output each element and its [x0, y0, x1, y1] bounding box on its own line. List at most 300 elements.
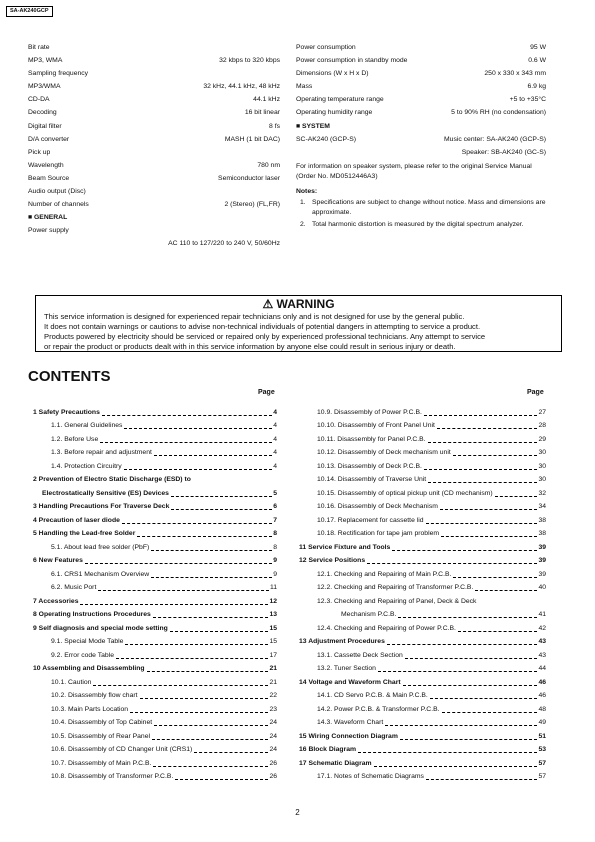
power-supply-label: Power supply [28, 227, 69, 235]
toc-entry[interactable] [299, 661, 546, 675]
toc-entry-page: 4 [273, 422, 277, 429]
toc-entry[interactable] [299, 742, 546, 756]
toc-entry-title: 13.2. Tuner Section [317, 665, 376, 672]
toc-leader [98, 590, 269, 591]
toc-entry[interactable] [33, 445, 277, 459]
toc-entry-page: 39 [538, 557, 546, 564]
toc-entry[interactable] [33, 539, 277, 553]
spec-label: Power consumption in standby mode [296, 57, 408, 65]
specs-right [296, 44, 546, 232]
toc-entry-title: 2 Prevention of Electro Static Discharge (ESD) to [33, 476, 191, 483]
toc-entry[interactable] [299, 472, 546, 486]
toc-entry[interactable] [33, 472, 277, 486]
toc-entry[interactable] [299, 404, 546, 418]
toc-entry-title: 10.14. Disassembly of Traverse Unit [317, 476, 427, 483]
toc-entry-title: 16 Block Diagram [299, 746, 357, 753]
toc-entry-page: 51 [538, 732, 546, 740]
toc-entry[interactable] [33, 769, 277, 783]
toc-entry-page: 15 [269, 624, 277, 632]
toc-entry-title: Mechanism P.C.B. [341, 611, 397, 618]
toc-entry-page: 9 [273, 557, 277, 564]
warning-body [36, 312, 561, 352]
toc-leader [378, 671, 537, 672]
toc-entry-title: 12.1. Checking and Repairing of Main P.C.B. [317, 570, 452, 578]
toc-entry[interactable] [33, 566, 277, 580]
toc-entry-title: 1.4. Protection Circuitry [51, 462, 122, 470]
toc-entry-title: 7 Accessories [33, 597, 79, 605]
spec-label: Number of channels [28, 201, 89, 209]
toc-entry[interactable] [33, 607, 277, 621]
toc-entry-title: 10.1. Caution [51, 678, 92, 686]
toc-entry[interactable] [33, 715, 277, 729]
toc-entry-title: 1 Safety Precautions [33, 408, 100, 416]
toc-entry-page: 30 [538, 476, 546, 483]
model-label: SA-AK240GCP [6, 6, 53, 17]
toc-entry[interactable] [299, 580, 546, 594]
toc-entry[interactable] [33, 728, 277, 742]
spec-label: CD-DA [28, 96, 50, 104]
spec-value: 8 fs [269, 122, 280, 130]
toc-entry-page: 46 [538, 678, 546, 686]
toc-entry-title: 9.2. Error code Table [51, 651, 114, 659]
toc-entry-title: Electrostatically Sensitive (ES) Devices [42, 489, 169, 497]
toc-leader [426, 779, 538, 780]
toc-entry-page: 23 [269, 705, 277, 713]
toc-entry-title: 5 Handling the Lead-free Solder [33, 530, 136, 537]
toc-entry-title: 10.11. Disassembly for Panel P.C.B. [317, 435, 426, 443]
toc-entry[interactable] [33, 431, 277, 445]
toc-entry-title: 1.3. Before repair and adjustment [51, 449, 152, 456]
toc-leader [154, 725, 268, 726]
notes-title: Notes: [296, 187, 318, 195]
page-number: 2 [295, 808, 300, 817]
spec-row [28, 201, 280, 210]
toc-entry-page: 34 [538, 503, 546, 510]
toc-entry-title: 10.3. Main Parts Location [51, 705, 129, 713]
toc-entry-page: 38 [538, 516, 546, 524]
toc-entry-title: 8 Operating Instructions Procedures [33, 611, 151, 618]
spec-label: Decoding [28, 109, 57, 117]
spec-value: 6.9 kg [527, 83, 546, 91]
toc-entry-page: 57 [538, 773, 546, 780]
toc-entry[interactable] [33, 404, 277, 418]
spec-value: 2 (Stereo) (FL,FR) [224, 201, 280, 209]
toc-leader [458, 631, 538, 632]
toc-leader [453, 577, 537, 578]
system-heading: ■ SYSTEM [296, 122, 330, 130]
toc-entry-title: 9 Self diagnosis and special mode setting [33, 624, 168, 632]
toc-entry-title: 6 New Features [33, 557, 83, 564]
toc-entry-title: 14.1. CD Servo P.C.B. & Main P.C.B. [317, 692, 428, 699]
toc-entry[interactable] [33, 499, 277, 513]
spec-value: 32 kbps to 320 kbps [219, 57, 280, 65]
toc-leader [367, 563, 537, 564]
toc-leader [358, 752, 537, 753]
toc-entry[interactable] [299, 431, 546, 445]
system-speaker-value: Speaker: SB-AK240 (GC-S) [461, 148, 546, 156]
spec-row [28, 175, 280, 184]
toc-entry[interactable] [299, 499, 546, 513]
toc-entry-title: 12 Service Positions [299, 557, 366, 564]
toc-entry-title: 12.2. Checking and Repairing of Transformer P.C.B. [317, 584, 474, 591]
spec-label: Operating temperature range [296, 96, 384, 104]
toc-entry[interactable] [299, 701, 546, 715]
toc-entry-page: 46 [538, 692, 546, 699]
toc-entry-title: 14 Voltage and Waveform Chart [299, 678, 401, 686]
toc-leader [442, 712, 538, 713]
toc-entry-page: 5 [273, 489, 277, 497]
toc-entry-title: 10 Assembling and Disassembling [33, 665, 145, 672]
toc-leader [374, 766, 538, 767]
spec-row [296, 83, 546, 92]
toc-leader [137, 536, 272, 537]
toc-entry-page: 38 [538, 530, 546, 537]
toc-entry[interactable] [33, 674, 277, 688]
toc-entry[interactable] [33, 553, 277, 567]
toc-leader [152, 739, 268, 740]
note-item [296, 220, 546, 230]
toc-leader [93, 685, 268, 686]
toc-leader [122, 523, 272, 524]
spec-label: Digital filter [28, 122, 62, 130]
toc-entry-title: 10.7. Disassembly of Main P.C.B. [51, 759, 152, 767]
note-number: 2. [300, 220, 306, 228]
toc-entry-page: 4 [273, 435, 277, 443]
spec-row [296, 70, 546, 79]
toc-entry[interactable] [33, 526, 277, 540]
toc-entry-page: 24 [269, 746, 277, 753]
toc-leader [170, 631, 269, 632]
warning-line: or repair the product or products dealt with in this service information by anyone else could result in serious injury or death. [44, 342, 456, 351]
toc-leader [403, 685, 538, 686]
spec-row [28, 70, 280, 79]
toc-leader [153, 617, 269, 618]
toc-entry-page: 21 [269, 665, 277, 672]
toc-entry[interactable] [299, 539, 546, 553]
toc-entry[interactable] [299, 674, 546, 688]
toc-entry-title: 10.18. Rectification for tape jam problem [317, 530, 440, 537]
spec-row [28, 149, 280, 158]
toc-entry[interactable] [33, 701, 277, 715]
toc-entry[interactable] [299, 458, 546, 472]
warning-line: It does not contain warnings or cautions to advise non-technical individuals of potential dangers in attempting to service a product. [44, 322, 481, 331]
toc-leader [153, 766, 268, 767]
toc-entry-page: 8 [273, 530, 277, 537]
speaker-info: For information on speaker system, please refer to the original Service Manual (Order No. MD0512446A3) [296, 162, 532, 180]
toc-entry[interactable] [33, 742, 277, 756]
spec-row [28, 123, 280, 132]
toc-entry-title: 10.10. Disassembly of Front Panel Unit [317, 422, 435, 429]
spec-row [296, 96, 546, 105]
toc-leader [100, 442, 272, 443]
toc-entry[interactable] [33, 634, 277, 648]
warning-box [35, 295, 562, 352]
toc-leader [424, 415, 538, 416]
spec-label: Dimensions (W x H x D) [296, 70, 369, 78]
spec-row [28, 57, 280, 66]
note-item [296, 198, 546, 218]
toc-entry[interactable] [33, 458, 277, 472]
toc-entry[interactable] [299, 526, 546, 540]
toc-entry-title: 10.12. Disassembly of Deck mechanism unit [317, 449, 451, 456]
toc-entry-title: 11 Service Fixture and Tools [299, 543, 391, 551]
toc-entry-page: 26 [269, 773, 277, 780]
toc-entry-title: 10.6. Disassembly of CD Changer Unit (CRS1) [51, 746, 193, 753]
toc-entry-page: 24 [269, 719, 277, 726]
toc-entry-page: 8 [273, 543, 277, 551]
note-number: 1. [300, 198, 306, 206]
toc-entry-title: 10.4. Disassembly of Top Cabinet [51, 719, 153, 726]
toc-entry-title: 10.17. Replacement for cassette lid [317, 516, 424, 524]
toc-leader [424, 469, 538, 470]
page-column-header-right: Page [527, 389, 544, 396]
power-supply-value: AC 110 to 127/220 to 240 V, 50/60Hz [168, 240, 280, 248]
toc-entry-page: 30 [538, 449, 546, 456]
toc-entry-page: 11 [269, 584, 277, 591]
toc-entry-page: 39 [538, 570, 546, 578]
toc-entry-page: 32 [538, 489, 546, 497]
toc-entry-page: 30 [538, 462, 546, 470]
toc-leader [194, 752, 268, 753]
toc-leader [453, 455, 538, 456]
spec-label: Bit rate [28, 44, 50, 51]
toc-leader [475, 590, 537, 591]
toc-entry-title: 13.1. Cassette Deck Section [317, 651, 403, 659]
note-text: Total harmonic distortion is measured by the digital spectrum analyzer. [312, 220, 524, 228]
toc-leader [151, 577, 272, 578]
toc-entry-title: 17.1. Notes of Schematic Diagrams [317, 773, 424, 780]
toc-leader [392, 550, 537, 551]
toc-leader [430, 698, 538, 699]
spec-value: Semiconductor laser [218, 174, 280, 182]
toc-entry[interactable] [33, 688, 277, 702]
page-column-header-left: Page [258, 389, 275, 396]
spec-label: Wavelength [28, 161, 64, 169]
toc-entry[interactable] [299, 634, 546, 648]
toc-entry[interactable] [33, 512, 277, 526]
toc-entry[interactable] [299, 728, 546, 742]
spec-row [28, 109, 280, 118]
toc-entry-title: 14.2. Power P.C.B. & Transformer P.C.B. [317, 705, 440, 713]
toc-entry-page: 53 [538, 746, 546, 753]
toc-entry-title: 14.3. Waveform Chart [317, 719, 384, 726]
toc-entry-title: 9.1. Special Mode Table [51, 638, 124, 645]
warning-line: Products powered by electricity should be serviced or repaired only by experienced professional technicians. Any attempt to service [44, 332, 486, 341]
toc-entry-title: 4 Precaution of laser diode [33, 516, 120, 524]
toc-leader [495, 496, 538, 497]
toc-leader [398, 617, 537, 618]
toc-entry-page: 7 [273, 516, 277, 524]
spec-value: 44.1 kHz [253, 96, 280, 104]
spec-label: Sampling frequency [28, 70, 89, 78]
spec-label: Operating humidity range [296, 109, 373, 117]
spec-label: Power consumption [296, 44, 356, 51]
spec-value: 16 bit linear [244, 109, 280, 117]
toc-entry-title: 6.2. Music Port [51, 584, 97, 591]
toc-leader [130, 712, 268, 713]
toc-entry-page: 21 [269, 678, 277, 686]
toc-leader [140, 698, 269, 699]
toc-leader [124, 469, 273, 470]
toc-entry[interactable] [299, 566, 546, 580]
toc-entry[interactable] [299, 418, 546, 432]
toc-right-column [299, 404, 546, 782]
toc-leader [171, 509, 272, 510]
toc-entry[interactable] [299, 607, 546, 621]
warning-title: ⚠ WARNING [262, 297, 335, 311]
toc-leader [125, 644, 268, 645]
toc-entry[interactable] [299, 553, 546, 567]
toc-leader [405, 658, 538, 659]
toc-leader [400, 739, 538, 740]
toc-leader [124, 428, 272, 429]
toc-entry-title: 10.15. Disassembly of optical pickup unit (CD mechanism) [317, 489, 493, 497]
toc-entry-page: 41 [538, 611, 546, 618]
toc-entry[interactable] [299, 593, 546, 607]
toc-entry[interactable] [299, 647, 546, 661]
spec-value: 5 to 90% RH (no condensation) [451, 109, 546, 117]
toc-entry-page: 26 [269, 759, 277, 767]
toc-entry-page: 29 [538, 435, 546, 443]
toc-entry[interactable] [33, 755, 277, 769]
toc-entry-page: 42 [538, 624, 546, 632]
toc-entry-title: 17 Schematic Diagram [299, 759, 372, 767]
toc-entry-title: 3 Handling Precautions For Traverse Deck [33, 503, 170, 510]
toc-leader [175, 779, 268, 780]
toc-entry-title: 5.1. About lead free solder (PbF) [51, 543, 150, 551]
spec-row [296, 136, 546, 145]
note-text: Specifications are subject to change without notice. Mass and dimensions are approximate. [312, 198, 546, 216]
toc-leader [426, 523, 538, 524]
spec-label: MP3/WMA [28, 83, 61, 91]
toc-entry-page: 22 [269, 692, 277, 699]
toc-entry-title: 10.13. Disassembly of Deck P.C.B. [317, 462, 422, 470]
toc-entry-page: 44 [538, 665, 546, 672]
toc-entry[interactable] [33, 593, 277, 607]
toc-entry-title: 10.8. Disassembly of Transformer P.C.B. [51, 773, 174, 780]
contents-title: CONTENTS [28, 368, 111, 385]
spec-row [28, 188, 280, 197]
spec-value: 0.6 W [528, 57, 546, 65]
toc-entry[interactable] [33, 580, 277, 594]
toc-leader [387, 644, 538, 645]
spec-row [28, 162, 280, 171]
toc-leader [147, 671, 269, 672]
toc-leader [428, 482, 537, 483]
spec-label: Audio output (Disc) [28, 188, 86, 196]
spec-row [28, 44, 280, 53]
spec-row [28, 83, 280, 92]
toc-entry-page: 9 [273, 570, 277, 578]
spec-row [296, 109, 546, 118]
toc-leader [80, 604, 268, 605]
toc-entry[interactable] [299, 512, 546, 526]
toc-entry[interactable] [299, 755, 546, 769]
spec-value: 32 kHz, 44.1 kHz, 48 kHz [203, 83, 280, 91]
spec-row [296, 44, 546, 53]
toc-entry-page: 28 [538, 422, 546, 429]
toc-leader [102, 415, 272, 416]
warning-line: This service information is designed for experienced repair technicians only and is not designed for use by the general public. [44, 312, 465, 321]
toc-entry-title: 12.4. Checking and Repairing of Power P.C.B. [317, 624, 456, 632]
toc-entry-title: 10.16. Disassembly of Deck Mechanism [317, 503, 438, 510]
toc-entry-page: 27 [538, 408, 546, 416]
toc-leader [441, 536, 537, 537]
toc-entry-title: 10.2. Disassembly flow chart [51, 692, 138, 699]
toc-entry-page: 49 [538, 719, 546, 726]
toc-entry-page: 39 [538, 543, 546, 551]
spec-row [28, 96, 280, 105]
spec-row [296, 57, 546, 66]
toc-leader [171, 496, 272, 497]
toc-entry-page: 57 [538, 759, 546, 767]
toc-entry-title: 10.9. Disassembly of Power P.C.B. [317, 408, 422, 416]
toc-leader [385, 725, 537, 726]
spec-label: Mass [296, 83, 313, 91]
toc-entry[interactable] [33, 418, 277, 432]
toc-leader [154, 455, 272, 456]
toc-entry[interactable] [299, 620, 546, 634]
toc-entry-title: 1.2. Before Use [51, 435, 99, 443]
spec-value: +5 to +35°C [509, 96, 546, 104]
toc-entry[interactable] [33, 485, 277, 499]
toc-entry-title: 1.1. General Guidelines [51, 422, 123, 429]
spec-value: 95 W [530, 44, 546, 51]
spec-value: 780 nm [257, 161, 280, 169]
toc-entry-page: 13 [269, 611, 277, 618]
toc-entry-title: 10.5. Disassembly of Rear Panel [51, 732, 150, 740]
toc-entry-title: 13 Adjustment Procedures [299, 638, 385, 645]
spec-label: D/A converter [28, 135, 70, 143]
toc-entry-page: 43 [538, 651, 546, 659]
toc-entry-page: 40 [538, 584, 546, 591]
spec-label: Beam Source [28, 174, 70, 182]
spec-value: MASH (1 bit DAC) [224, 135, 280, 143]
spec-value: 250 x 330 x 343 mm [484, 70, 546, 78]
toc-entry-page: 4 [273, 449, 277, 456]
toc-leader [151, 550, 272, 551]
toc-entry-title: 15 Wiring Connection Diagram [299, 732, 398, 740]
toc-entry-page: 17 [269, 651, 277, 659]
toc-entry-page: 12 [269, 597, 277, 605]
spec-label: SC-AK240 (GCP-S) [296, 135, 357, 143]
general-heading: ■ GENERAL [28, 214, 68, 222]
toc-entry[interactable] [299, 445, 546, 459]
toc-entry-page: 43 [538, 638, 546, 645]
toc-entry-page: 6 [273, 503, 277, 510]
spec-value: Music center: SA-AK240 (GCP-S) [444, 135, 546, 143]
toc-leader [116, 658, 268, 659]
spec-label: MP3, WMA [28, 57, 63, 65]
toc-leader [440, 509, 538, 510]
toc-entry[interactable] [299, 688, 546, 702]
toc-leader [437, 428, 538, 429]
toc-entry[interactable] [299, 715, 546, 729]
toc-entry[interactable] [299, 485, 546, 499]
toc-entry-page: 48 [538, 705, 546, 713]
toc-entry[interactable] [299, 769, 546, 783]
toc-entry[interactable] [33, 661, 277, 675]
toc-entry-title: 12.3. Checking and Repairing of Panel, Deck & Deck [317, 597, 477, 605]
toc-entry-title: 6.1. CRS1 Mechanism Overview [51, 570, 150, 578]
specs-left [28, 44, 280, 254]
toc-left-column [33, 404, 277, 782]
toc-leader [85, 563, 272, 564]
toc-entry-page: 15 [269, 638, 277, 645]
toc-entry[interactable] [33, 620, 277, 634]
toc-leader [428, 442, 538, 443]
toc-entry[interactable] [33, 647, 277, 661]
